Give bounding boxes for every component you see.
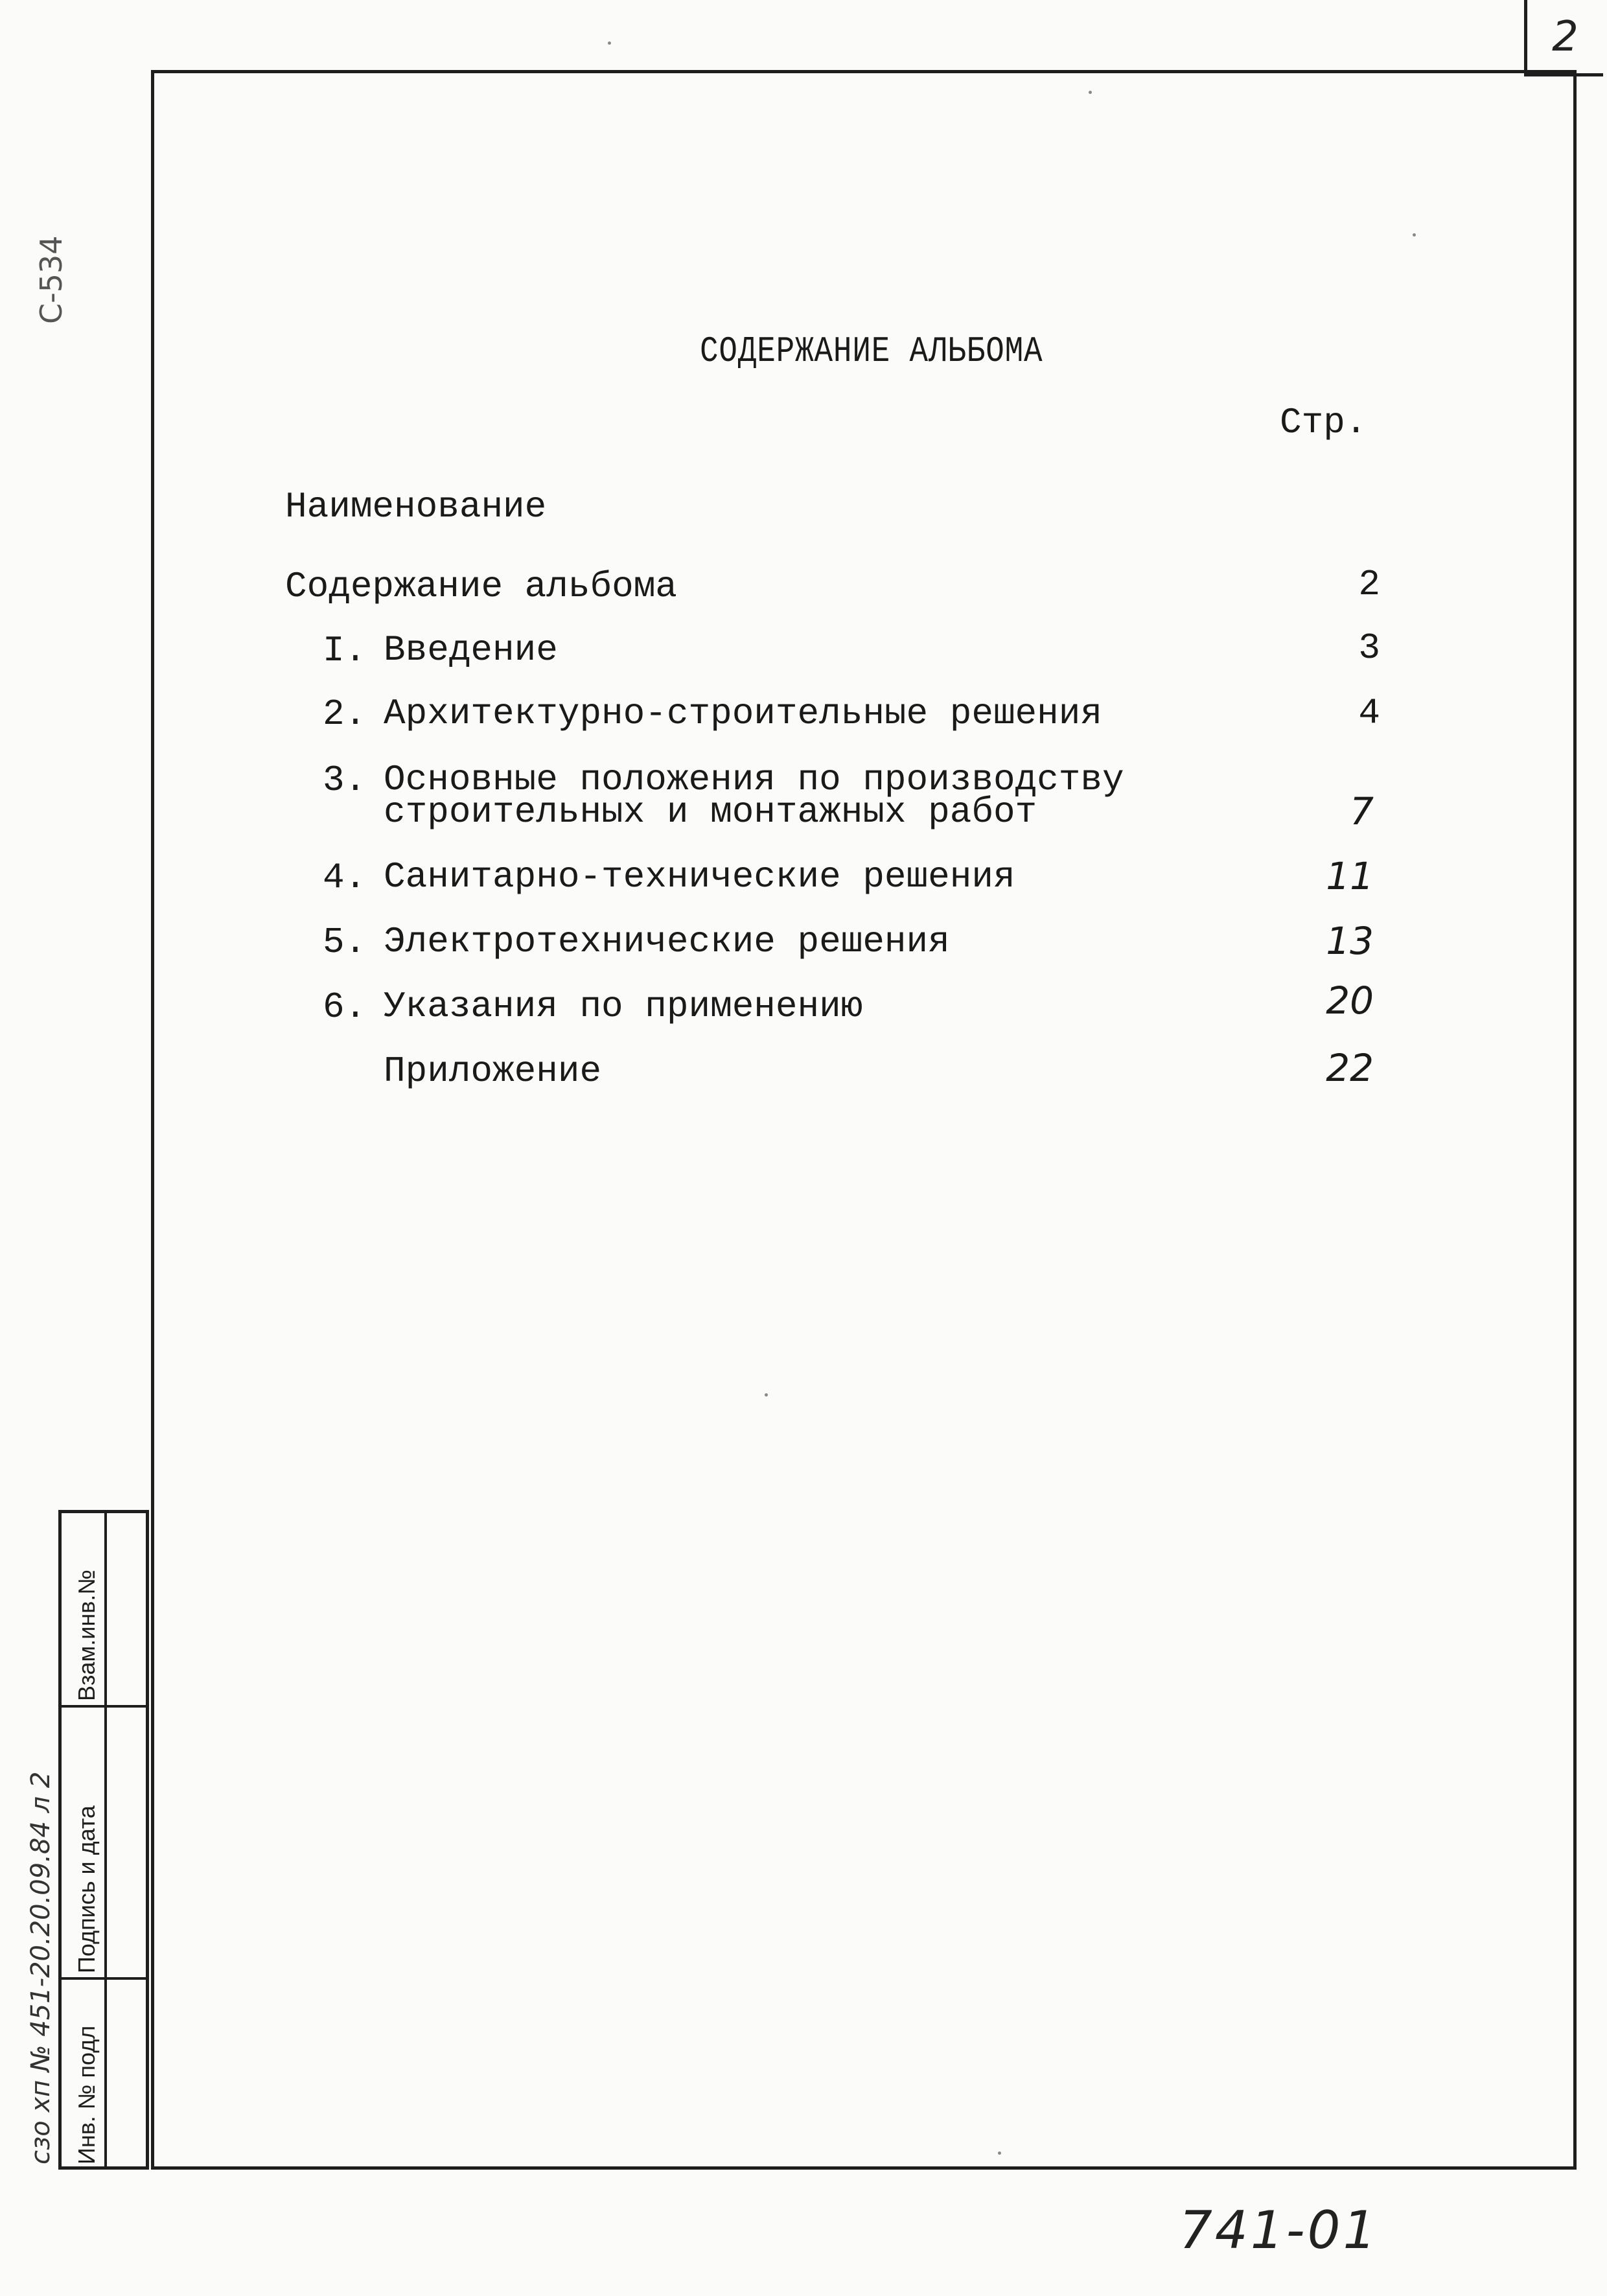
toc-item-text: Указания по применению	[384, 986, 863, 1027]
toc-item-number: I.	[323, 630, 367, 671]
toc-item-text: Электротехнические решения	[384, 921, 950, 962]
toc-item-number: 2.	[323, 693, 367, 735]
name-column-header: Наименование	[285, 486, 547, 528]
scan-speck	[765, 1393, 768, 1397]
toc-item-text: Введение	[384, 629, 558, 671]
toc-item-page: 7	[1350, 789, 1374, 833]
scan-speck	[608, 41, 611, 45]
stamp-label-replacement-inv: Взам.инв.№	[73, 1569, 100, 1701]
sheet-page-number: 2	[1524, 0, 1603, 76]
handwritten-side-note: сзо хп № 451-20.20.09.84 л 2	[26, 1771, 56, 2164]
scan-speck	[998, 2151, 1001, 2155]
toc-item-number: 5.	[323, 922, 367, 963]
toc-item-text: Содержание альбома	[285, 566, 677, 607]
album-code: 741-01	[1179, 2200, 1379, 2260]
toc-item-page: 22	[1326, 1046, 1374, 1090]
toc-item-text: Приложение	[384, 1050, 602, 1092]
toc-item-page: 4	[1358, 692, 1380, 734]
toc-item-number: 4.	[323, 857, 367, 898]
toc-item-text: Основные положения по производству	[384, 759, 1124, 800]
toc-item-page: 13	[1326, 919, 1374, 963]
document-title: СОДЕРЖАНИЕ АЛЬБОМА	[700, 330, 1043, 372]
toc-item-page: 11	[1326, 854, 1374, 898]
toc-item-text-continued: строительных и монтажных работ	[384, 791, 1037, 833]
stamp-label-inv-number: Инв. № подл	[73, 2025, 100, 2164]
side-archive-mark: С-534	[34, 235, 69, 324]
page-column-header: Стр.	[1280, 402, 1367, 443]
toc-item-number: 6.	[323, 986, 367, 1028]
side-approval-stamp	[58, 1510, 149, 2170]
scan-speck	[1413, 233, 1416, 237]
scan-speck	[1089, 91, 1092, 94]
toc-item-page: 20	[1326, 979, 1374, 1023]
toc-item-page: 2	[1358, 564, 1380, 605]
stamp-label-signature-date: Подпись и дата	[73, 1805, 100, 1973]
toc-item-number: 3.	[323, 760, 367, 801]
toc-item-page: 3	[1358, 627, 1380, 669]
toc-item-text: Архитектурно-строительные решения	[384, 693, 1102, 734]
toc-item-text: Санитарно-технические решения	[384, 856, 1015, 898]
page-frame	[151, 70, 1577, 2170]
